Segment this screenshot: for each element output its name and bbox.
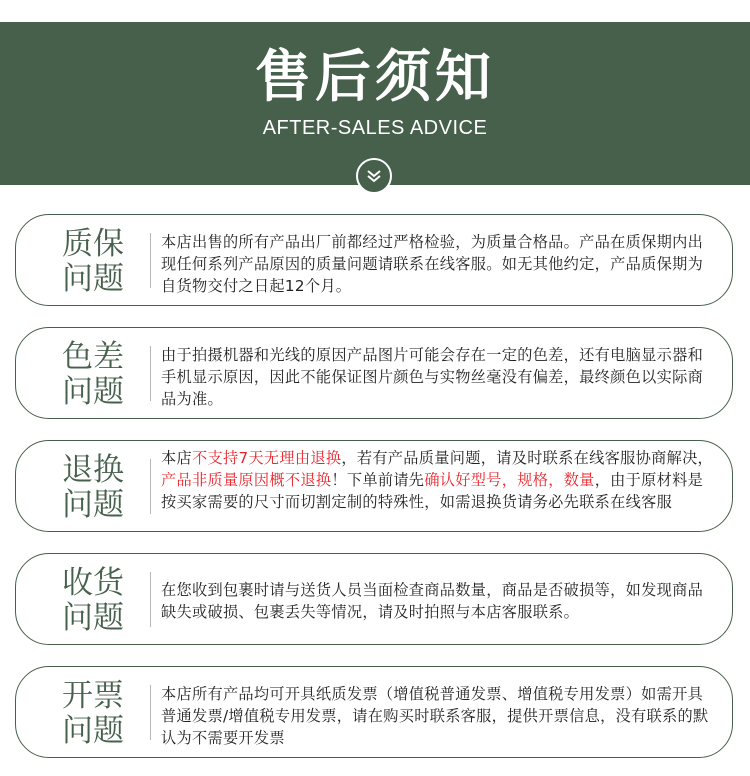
card-warranty — [15, 214, 733, 306]
card-body — [161, 447, 717, 513]
card-text: ，由于原材料是按买家需要的尺寸而切割定制的特殊性，如需退换货请务必先联系在线客服 — [161, 471, 704, 511]
card-text: 本店 — [161, 449, 192, 467]
card-body — [161, 579, 717, 623]
card-title-line2: 问题 — [62, 487, 124, 523]
card-text: ！下单前请先 — [331, 471, 425, 489]
card-title-line2: 问题 — [62, 600, 124, 636]
double-chevron-down-icon — [366, 168, 382, 184]
card-title — [58, 566, 128, 636]
card-title — [58, 679, 128, 749]
card-body — [161, 231, 717, 297]
card-divider — [150, 346, 151, 401]
card-divider — [150, 572, 151, 627]
card-body — [161, 344, 717, 410]
scroll-down-badge[interactable] — [356, 158, 392, 194]
card-title-line2: 问题 — [62, 261, 124, 297]
card-text: 本店所有产品均可开具纸质发票（增值税普通发票、增值税专用发票）如需开具普通发票/增值税专用发票，请在购买时联系客服，提供开票信息，没有联系的默认为不需要开发票 — [161, 685, 709, 747]
page-title: 售后须知 — [255, 44, 495, 110]
card-title-line2: 问题 — [62, 374, 124, 410]
card-color-difference — [15, 327, 733, 419]
card-divider — [150, 233, 151, 288]
card-divider — [150, 459, 151, 514]
card-title-line2: 问题 — [62, 713, 124, 749]
card-receiving — [15, 553, 733, 645]
card-title — [58, 227, 128, 297]
card-highlight-text: 产品非质量原因概不退换 — [161, 471, 332, 489]
card-text: 在您收到包裹时请与送货人员当面检查商品数量，商品是否破损等，如发现商品缺失或破损、包裹丢失等情况，请及时拍照与本店客服联系。 — [161, 581, 704, 621]
card-highlight-text: 不支持7天无理由退换 — [191, 449, 342, 467]
card-text: 本店出售的所有产品出厂前都经过严格检验，为质量合格品。产品在质保期内出现任何系列产品原因的质量问题请联系在线客服。如无其他约定，产品质保期为自货物交付之日起12个月。 — [161, 233, 704, 295]
page-subtitle: AFTER-SALES ADVICE — [262, 117, 488, 139]
card-title-line1: 收货 — [62, 565, 124, 601]
card-highlight-text: 确认好型号，规格，数量 — [424, 471, 595, 489]
card-title — [58, 340, 128, 410]
card-title-line1: 开票 — [62, 678, 124, 714]
card-body — [161, 683, 717, 749]
card-title-line1: 退换 — [62, 452, 124, 488]
card-text: 由于拍摄机器和光线的原因产品图片可能会存在一定的色差，还有电脑显示器和手机显示原因，因此不能保证图片颜色与实物丝毫没有偏差，最终颜色以实际商品为准。 — [161, 346, 704, 408]
card-title-line1: 质保 — [62, 226, 124, 262]
card-title — [58, 453, 128, 523]
card-title-line1: 色差 — [62, 339, 124, 375]
card-returns — [15, 440, 733, 532]
card-invoice — [15, 666, 733, 758]
card-text: ，若有产品质量问题，请及时联系在线客服协商解决， — [341, 449, 714, 467]
card-divider — [150, 685, 151, 740]
